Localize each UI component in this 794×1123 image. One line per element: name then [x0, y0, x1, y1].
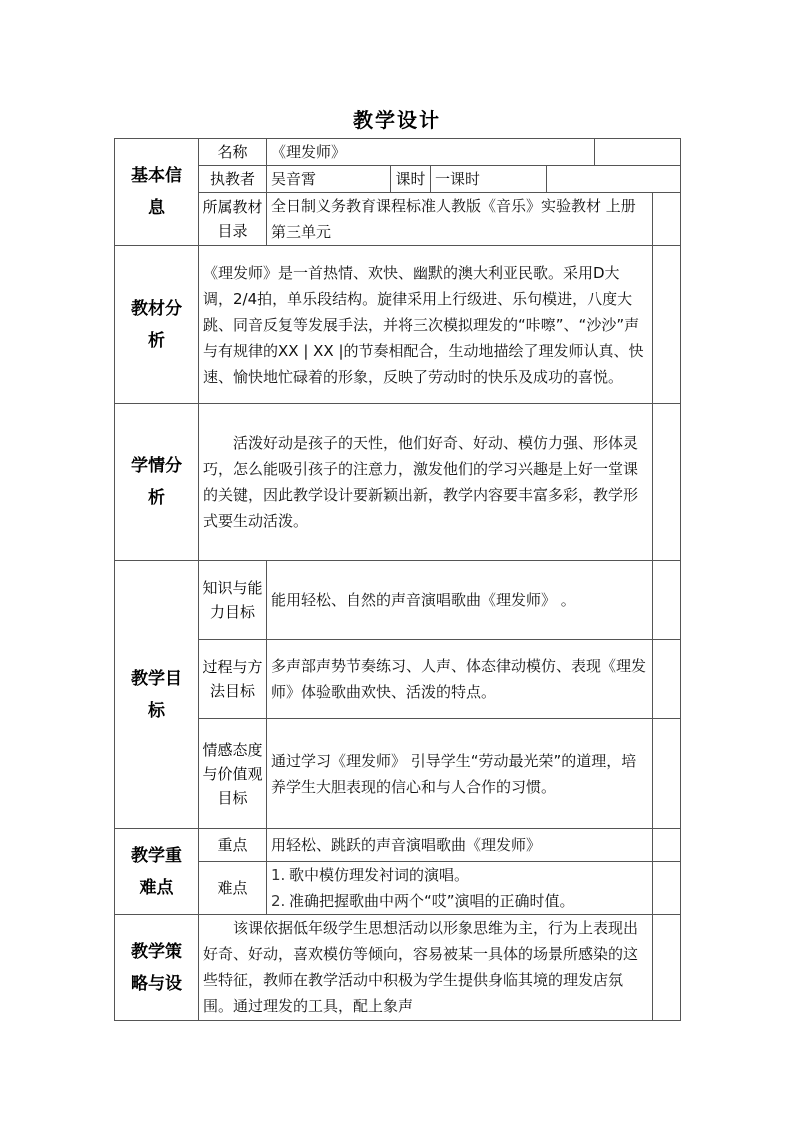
name-value: 《理发师》	[267, 139, 595, 166]
material-analysis-category: 教材分析	[115, 246, 199, 404]
empty-cell	[653, 561, 681, 640]
key-label: 重点	[199, 829, 267, 862]
empty-cell	[653, 404, 681, 561]
material-value: 全日制义务教育课程标准人教版《音乐》实验教材 上册第三单元	[267, 193, 653, 246]
objectives-category: 教学目标	[115, 561, 199, 829]
empty-cell	[547, 166, 681, 193]
empty-cell	[653, 640, 681, 719]
difficulty-item: 2. 准确把握歌曲中两个“哎”演唱的正确时值。	[271, 892, 575, 910]
empty-cell	[653, 829, 681, 862]
page-title: 教学设计	[353, 108, 441, 132]
basic-info-category: 基本信息	[115, 139, 199, 246]
difficulty-label: 难点	[199, 862, 267, 915]
teacher-label: 执教者	[199, 166, 267, 193]
lesson-plan-table	[114, 138, 681, 1021]
strategy-category: 教学策略与设	[115, 915, 199, 1021]
key-text: 用轻松、跳跃的声音演唱歌曲《理发师》	[267, 829, 653, 862]
material-label: 所属教材目录	[199, 193, 267, 246]
strategy-text: 该课依据低年级学生思想活动以形象思维为主，行为上表现出好奇、好动，喜欢模仿等倾向，容易被某一具体的场景所感染的这些特征，教师在教学活动中积极为学生提供身临其境的理发店氛围。通过理发的工具，配上象声	[199, 915, 653, 1021]
emotion-label: 情感态度与价值观目标	[199, 719, 267, 829]
empty-cell	[653, 719, 681, 829]
hours-value: 一课时	[431, 166, 547, 193]
empty-cell	[595, 139, 681, 166]
key-points-category: 教学重难点	[115, 829, 199, 915]
knowledge-text: 能用轻松、自然的声音演唱歌曲《理发师》 。	[267, 561, 653, 640]
difficulty-item: 1. 歌中模仿理发衬词的演唱。	[271, 866, 470, 884]
student-analysis-text: 活泼好动是孩子的天性，他们好奇、好动、模仿力强、形体灵巧，怎么能吸引孩子的注意力，激发他们的学习兴趣是上好一堂课的关键，因此教学设计要新颖出新，教学内容要丰富多彩，教学形式要生动活泼。	[199, 404, 653, 561]
empty-cell	[653, 915, 681, 1021]
empty-cell	[653, 246, 681, 404]
hours-label: 课时	[391, 166, 431, 193]
knowledge-label: 知识与能力目标	[199, 561, 267, 640]
process-label: 过程与方法目标	[199, 640, 267, 719]
name-label: 名称	[199, 139, 267, 166]
student-analysis-category: 学情分析	[115, 404, 199, 561]
teacher-value: 吴音霄	[267, 166, 391, 193]
difficulty-list	[267, 862, 653, 915]
emotion-text: 通过学习《理发师》 引导学生“劳动最光荣”的道理，培养学生大胆表现的信心和与人合作的习惯。	[267, 719, 653, 829]
material-analysis-text: 《理发师》是一首热情、欢快、幽默的澳大利亚民歌。采用D大调，2/4拍，单乐段结构。旋律采用上行级进、乐句模进，八度大跳、同音反复等发展手法，并将三次模拟理发的“咔嚓”、“沙沙”声与有规律的XX | XX |的节奏相配合，生动地描绘了理发师认真、快速、愉快地忙碌着的形象，反映了劳动时的快乐及成功的喜悦。	[199, 246, 653, 404]
empty-cell	[653, 862, 681, 915]
empty-cell	[653, 193, 681, 246]
process-text: 多声部声势节奏练习、人声、体态律动模仿、表现《理发师》体验歌曲欢快、活泼的特点。	[267, 640, 653, 719]
